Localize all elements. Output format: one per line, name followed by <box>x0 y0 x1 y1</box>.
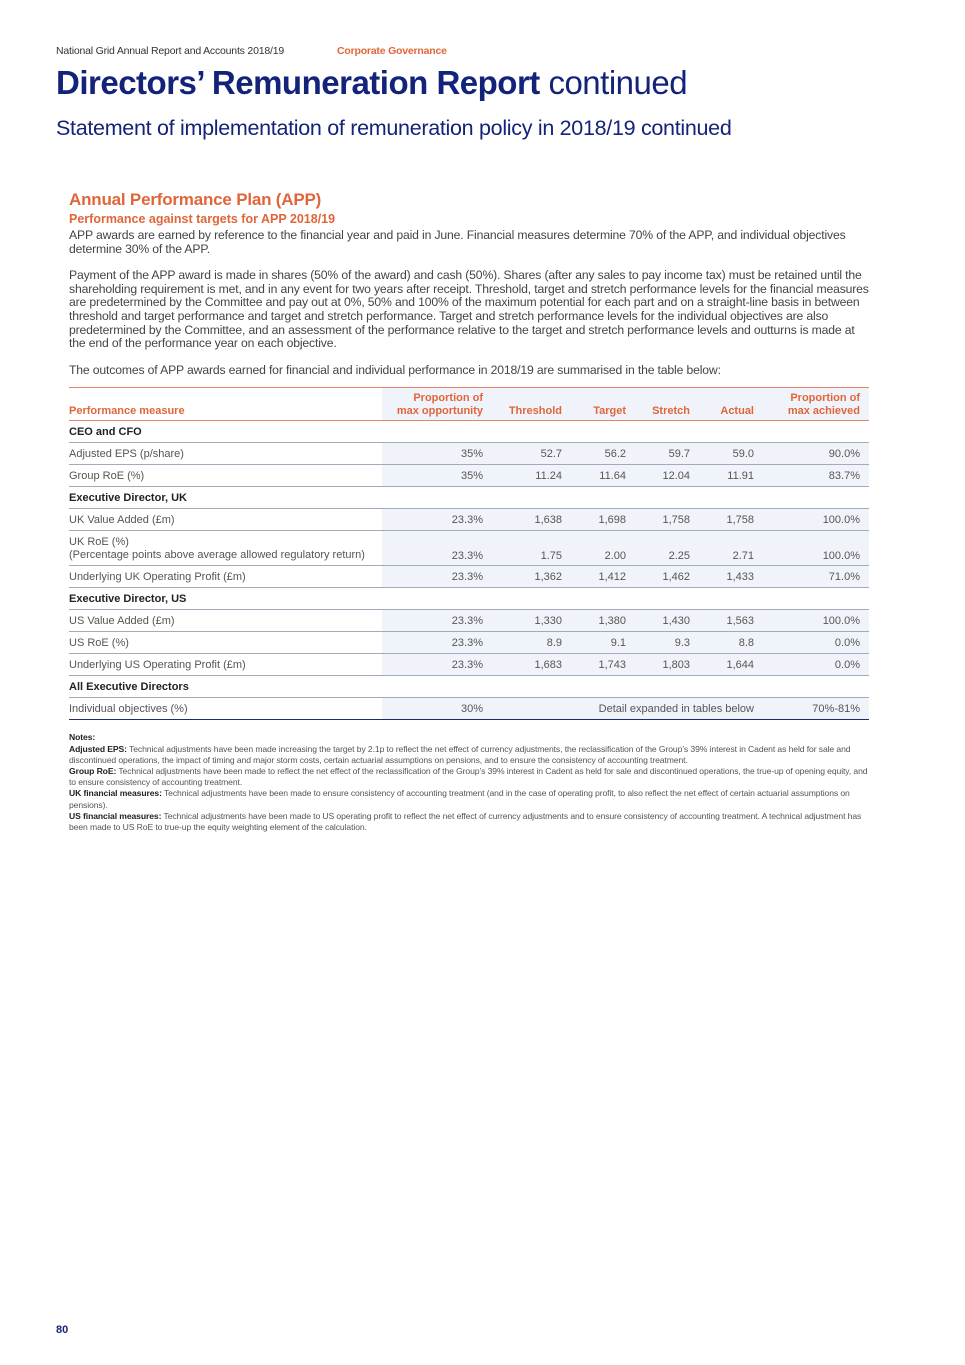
section-name: Corporate Governance <box>337 45 447 57</box>
cell-actual: 8.8 <box>699 632 763 654</box>
cell-proportion: 23.3% <box>382 610 492 632</box>
table-row <box>69 465 869 487</box>
note-item: Group RoE: Technical adjustments have been made to reflect the net effect of the reclassification of the Group’s 39% interest in Cadent as held for sale and discontinued operations, the true-up of opening equity, and to ensure consistency of accounting treatment. <box>69 765 868 788</box>
header-performance-measure: Performance measure <box>69 404 185 417</box>
group-label: All Executive Directors <box>69 676 869 698</box>
page-title <box>56 64 687 102</box>
cell-target: 1,743 <box>571 654 635 676</box>
cell-actual: 2.71 <box>699 531 763 566</box>
cell-threshold: 52.7 <box>492 443 571 465</box>
running-head <box>56 45 447 57</box>
cell-measure: Underlying UK Operating Profit (£m) <box>69 566 382 588</box>
cell-target: 1,412 <box>571 566 635 588</box>
cell-threshold: 1,683 <box>492 654 571 676</box>
cell-actual: 1,563 <box>699 610 763 632</box>
group-row <box>69 487 869 509</box>
table-row <box>69 654 869 676</box>
header-threshold: Threshold <box>492 388 571 421</box>
group-label: Executive Director, UK <box>69 487 869 509</box>
cell-threshold: 11.24 <box>492 465 571 487</box>
cell-threshold: 1,638 <box>492 509 571 531</box>
table-row <box>69 566 869 588</box>
cell-measure: UK Value Added (£m) <box>69 509 382 531</box>
cell-target: 56.2 <box>571 443 635 465</box>
cell-proportion: 35% <box>382 465 492 487</box>
cell-stretch: 1,803 <box>635 654 699 676</box>
cell-actual: 1,644 <box>699 654 763 676</box>
note-item: Adjusted EPS: Technical adjustments have been made increasing the target by 2.1p to reflect the net effect of currency adjustments, the reclassification of the Group’s 39% interest in Cadent as held for sale and discontinued operations, the impact of timing and major storm costs, certain actuarial assumptions on pensions, and to ensure the consistency of accounting treatment. <box>69 743 851 765</box>
page-subtitle: Statement of implementation of remuneration policy in 2018/19 continued <box>56 116 732 140</box>
cell-proportion: 35% <box>382 443 492 465</box>
cell-measure: UK RoE (%) (Percentage points above average allowed regulatory return) <box>69 531 382 566</box>
group-label: Executive Director, US <box>69 588 869 610</box>
cell-achieved: 100.0% <box>763 509 869 531</box>
paragraph: APP awards are earned by reference to the financial year and paid in June. Financial measures determine 70% of the APP, and individual objectives determine 30% of the APP. <box>69 228 846 256</box>
cell-proportion: 23.3% <box>382 531 492 566</box>
cell-achieved: 100.0% <box>763 610 869 632</box>
cell-target: 9.1 <box>571 632 635 654</box>
cell-target: 1,380 <box>571 610 635 632</box>
header-target: Target <box>571 388 635 421</box>
cell-target: 1,698 <box>571 509 635 531</box>
header-proportion-max-opportunity: Proportion of max opportunity <box>382 388 492 421</box>
page-number: 80 <box>56 1324 69 1336</box>
cell-proportion: 23.3% <box>382 509 492 531</box>
cell-measure: US RoE (%) <box>69 632 382 654</box>
paragraph: The outcomes of APP awards earned for financial and individual performance in 2018/19 are summarised in the table below: <box>69 362 721 377</box>
cell-stretch: 1,758 <box>635 509 699 531</box>
cell-actual: 11.91 <box>699 465 763 487</box>
cell-measure: Individual objectives (%) <box>69 698 382 720</box>
cell-target: 11.64 <box>571 465 635 487</box>
table-row <box>69 531 869 566</box>
publication-name: National Grid Annual Report and Accounts 2018/19 <box>56 45 284 57</box>
notes <box>69 732 869 833</box>
cell-proportion: 23.3% <box>382 566 492 588</box>
performance-table <box>69 387 869 720</box>
cell-target: 2.00 <box>571 531 635 566</box>
cell-actual: 1,758 <box>699 509 763 531</box>
cell-proportion: 23.3% <box>382 632 492 654</box>
note-item: US financial measures: Technical adjustments have been made to US operating profit to reflect the net effect of currency adjustments and to ensure consistency of accounting treatment. A technical adjustment has been made to US RoE to true-up the equity weighting element of the calculation. <box>69 810 862 832</box>
group-row <box>69 421 869 443</box>
cell-actual: 1,433 <box>699 566 763 588</box>
cell-stretch: 1,462 <box>635 566 699 588</box>
cell-achieved: 100.0% <box>763 531 869 566</box>
section-heading: Annual Performance Plan (APP) <box>69 190 322 209</box>
cell-detail-note: Detail expanded in tables below <box>492 698 763 720</box>
cell-stretch: 12.04 <box>635 465 699 487</box>
header-stretch: Stretch <box>635 388 699 421</box>
cell-stretch: 59.7 <box>635 443 699 465</box>
table-header-row <box>69 388 869 421</box>
cell-threshold: 1,362 <box>492 566 571 588</box>
cell-threshold: 1.75 <box>492 531 571 566</box>
cell-proportion: 23.3% <box>382 654 492 676</box>
header-actual: Actual <box>699 388 763 421</box>
cell-actual: 59.0 <box>699 443 763 465</box>
cell-stretch: 2.25 <box>635 531 699 566</box>
cell-stretch: 9.3 <box>635 632 699 654</box>
paragraph: Payment of the APP award is made in shares (50% of the award) and cash (50%). Shares (after any sales to pay income tax) must be retained until the shareholding requirement is met, and in any event for two years after receipt. Threshold, target and stretch performance levels for the financial measures are predetermined by the Committee and pay out at 0%, 50% and 100% of the maximum potential for each part and on a straight-line basis in between threshold and target performance and target and stretch performance. Target and stretch performance levels for the individual objectives are also predetermined by the Committee, and an assessment of the performance relative to the target and stretch performance levels and outturns is made at the end of the performance year on each objective. <box>69 268 869 351</box>
cell-achieved: 71.0% <box>763 566 869 588</box>
cell-measure: US Value Added (£m) <box>69 610 382 632</box>
cell-achieved: 0.0% <box>763 654 869 676</box>
group-row <box>69 588 869 610</box>
cell-achieved: 70%-81% <box>763 698 869 720</box>
cell-proportion: 30% <box>382 698 492 720</box>
group-label: CEO and CFO <box>69 421 869 443</box>
table-row <box>69 632 869 654</box>
table-row <box>69 509 869 531</box>
cell-measure: Group RoE (%) <box>69 465 382 487</box>
section-subheading: Performance against targets for APP 2018/19 <box>69 212 336 226</box>
table-row <box>69 443 869 465</box>
header-proportion-max-achieved: Proportion of max achieved <box>763 388 869 421</box>
cell-threshold: 1,330 <box>492 610 571 632</box>
cell-stretch: 1,430 <box>635 610 699 632</box>
cell-achieved: 0.0% <box>763 632 869 654</box>
cell-threshold: 8.9 <box>492 632 571 654</box>
notes-heading: Notes: <box>69 732 96 743</box>
table-row <box>69 698 869 720</box>
cell-achieved: 83.7% <box>763 465 869 487</box>
cell-measure: Underlying US Operating Profit (£m) <box>69 654 382 676</box>
table-row <box>69 610 869 632</box>
main-content <box>69 190 869 833</box>
group-row <box>69 676 869 698</box>
page-title-suffix: continued <box>548 64 688 101</box>
page-title-main: Directors’ Remuneration Report <box>56 64 540 101</box>
cell-measure: Adjusted EPS (p/share) <box>69 443 382 465</box>
note-item: UK financial measures: Technical adjustments have been made to ensure consistency of accounting treatment (and in the case of operating profit, to also reflect the net effect of certain actuarial assumptions on pensions). <box>69 788 850 810</box>
cell-achieved: 90.0% <box>763 443 869 465</box>
